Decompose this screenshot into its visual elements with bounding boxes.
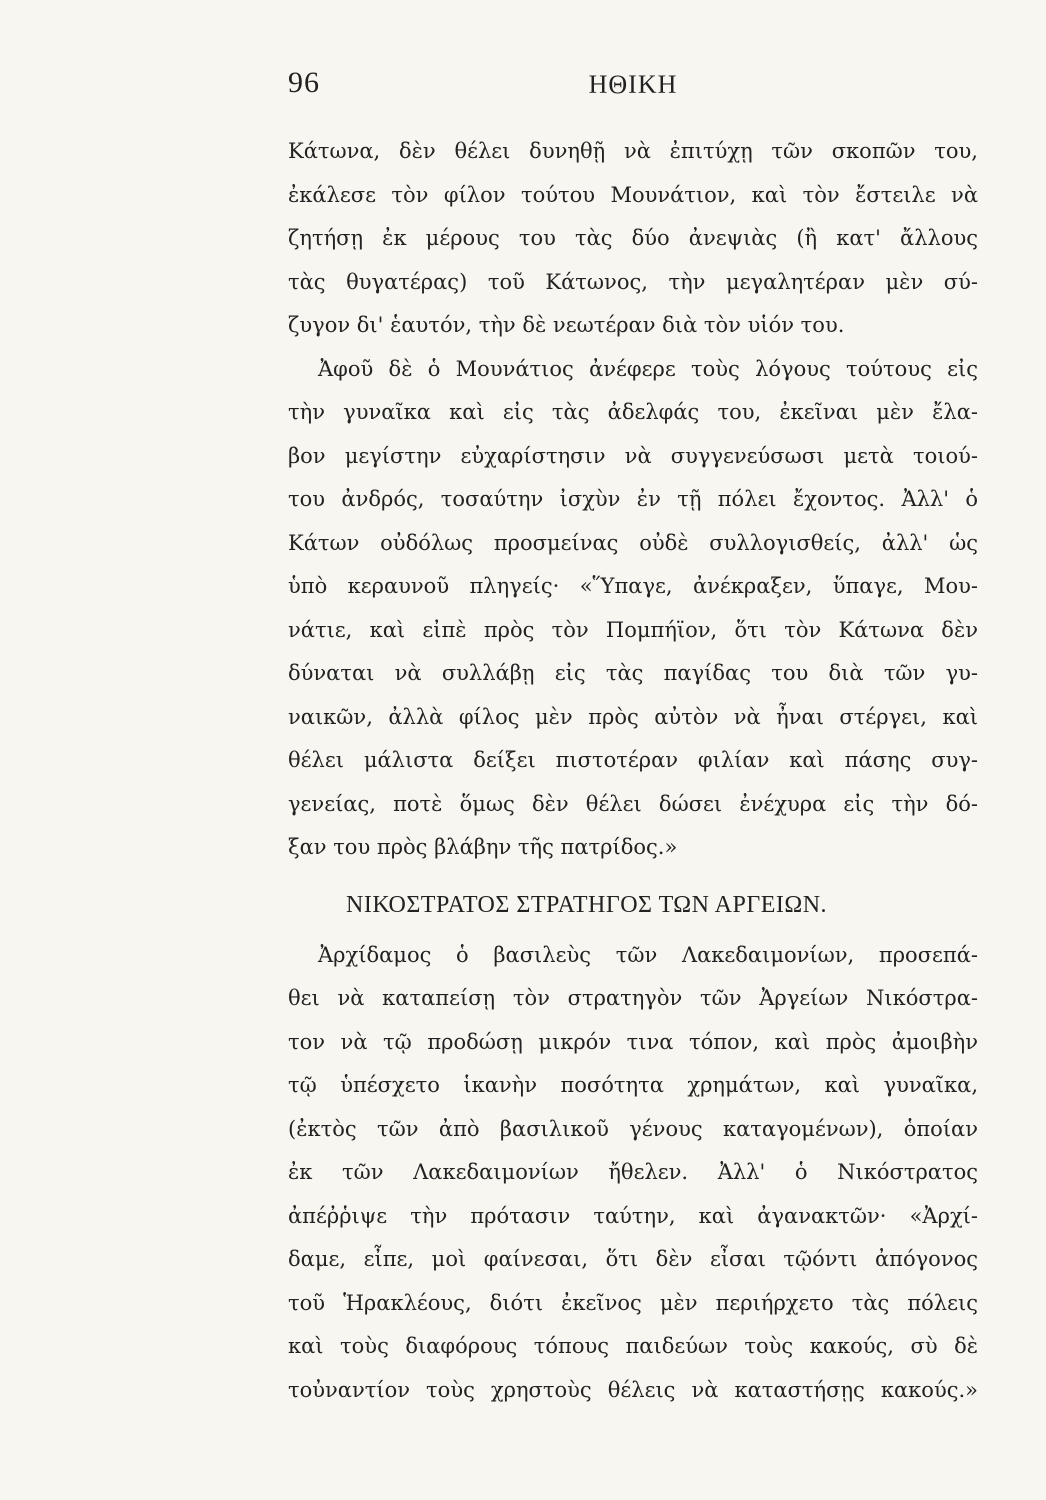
text-line: του ἀνδρός, τοσαύτην ἰσχὺν ἐν τῇ πόλει ἔχοντος. Ἀλλ' ὁ	[288, 487, 978, 511]
text-line: (ἐκτὸς τῶν ἀπὸ βασιλικοῦ γένους καταγομένων), ὁποίαν	[288, 1116, 978, 1141]
text-line: δύναται νὰ συλλάβῃ εἰς τὰς παγίδας του διὰ τῶν γυ-	[288, 661, 978, 685]
text-line: καὶ τοὺς διαφόρους τόπους παιδεύων τοὺς κακούς, σὺ δὲ	[288, 1334, 978, 1358]
running-head: ΗΘΙΚΗ	[588, 70, 678, 99]
text-line: τοῦ Ἡρακλέους, διότι ἐκεῖνος μὲν περιήρχετο τὰς πόλεις	[288, 1290, 978, 1315]
text-line: ξαν του πρὸς βλάβην τῆς πατρίδος.»	[288, 835, 678, 859]
text-line: ἐκ τῶν Λακεδαιμονίων ἤθελεν. Ἀλλ' ὁ Νικόστρατος	[288, 1160, 978, 1184]
text-line: Ἀρχίδαμος ὁ βασιλεὺς τῶν Λακεδαιμονίων, προσεπά-	[318, 942, 978, 967]
text-line: ἐκάλεσε τὸν φίλον τούτου Μουνάτιον, καὶ τὸν ἔστειλε νὰ	[288, 182, 978, 207]
text-line: τῷ ὑπέσχετο ἱκανὴν ποσότητα χρημάτων, καὶ γυναῖκα,	[288, 1073, 978, 1097]
paragraph-1	[288, 130, 978, 348]
text-line: ὑπὸ κεραυνοῦ πληγείς· «Ὕπαγε, ἀνέκραξεν, ὕπαγε, Μου-	[288, 574, 978, 598]
page-header	[288, 66, 978, 106]
text-line: ναικῶν, ἀλλὰ φίλος μὲν πρὸς αὐτὸν νὰ ἦναι στέργει, καὶ	[288, 704, 978, 729]
text-line: τὴν γυναῖκα καὶ εἰς τὰς ἀδελφάς του, ἐκεῖναι μὲν ἔλα-	[288, 400, 978, 424]
text-line: ζητήσῃ ἐκ μέρους του τὰς δύο ἀνεψιὰς (ἢ κατ' ἄλλους	[288, 226, 978, 250]
section-heading: ΝΙΚΟΣΤΡΑΤΟΣ ΣΤΡΑΤΗΓΟΣ ΤΩΝ ΑΡΓΕΙΩΝ.	[346, 891, 828, 918]
text-line: θει νὰ καταπείσῃ τὸν στρατηγὸν τῶν Ἀργείων Νικόστρα-	[288, 986, 978, 1010]
page-body	[288, 130, 978, 1412]
text-line: Κάτωνα, δὲν θέλει δυνηθῇ νὰ ἐπιτύχῃ τῶν σκοπῶν του,	[288, 139, 978, 163]
text-line: τοὐναντίον τοὺς χρηστοὺς θέλεις νὰ καταστήσῃς κακούς.»	[288, 1377, 978, 1402]
page-number: 96	[288, 66, 320, 99]
text-line: γενείας, ποτὲ ὅμως δὲν θέλει δώσει ἐνέχυρα εἰς τὴν δό-	[288, 791, 978, 816]
text-line: τον νὰ τῷ προδώσῃ μικρόν τινα τόπον, καὶ πρὸς ἀμοιβὴν	[288, 1029, 978, 1054]
text-line: δαμε, εἶπε, μοὶ φαίνεσαι, ὅτι δὲν εἶσαι τῷόντι ἀπόγονος	[288, 1247, 978, 1271]
text-line: νάτιε, καὶ εἰπὲ πρὸς τὸν Πομπήϊον, ὅτι τὸν Κάτωνα δὲν	[288, 617, 978, 642]
paragraph-3	[288, 934, 978, 1413]
text-line: θέλει μάλιστα δείξει πιστοτέραν φιλίαν καὶ πάσης συγ-	[288, 748, 978, 772]
text-line: τὰς θυγατέρας) τοῦ Κάτωνος, τὴν μεγαλητέραν μὲν σύ-	[288, 269, 978, 294]
text-line: βον μεγίστην εὐχαρίστησιν νὰ συγγενεύσωσι μετὰ τοιού-	[288, 443, 978, 468]
text-line: ζυγον δι' ἑαυτόν, τὴν δὲ νεωτέραν διὰ τὸν υἱόν του.	[288, 313, 845, 337]
text-line: Ἀφοῦ δὲ ὁ Μουνάτιος ἀνέφερε τοὺς λόγους τούτους εἰς	[318, 356, 978, 381]
text-line: Κάτων οὐδόλως προσμείνας οὐδὲ συλλογισθείς, ἀλλ' ὡς	[288, 530, 978, 555]
paragraph-2	[288, 348, 978, 870]
text-line: ἀπέῤῥιψε τὴν πρότασιν ταύτην, καὶ ἀγανακτῶν· «Ἀρχί-	[288, 1203, 978, 1228]
